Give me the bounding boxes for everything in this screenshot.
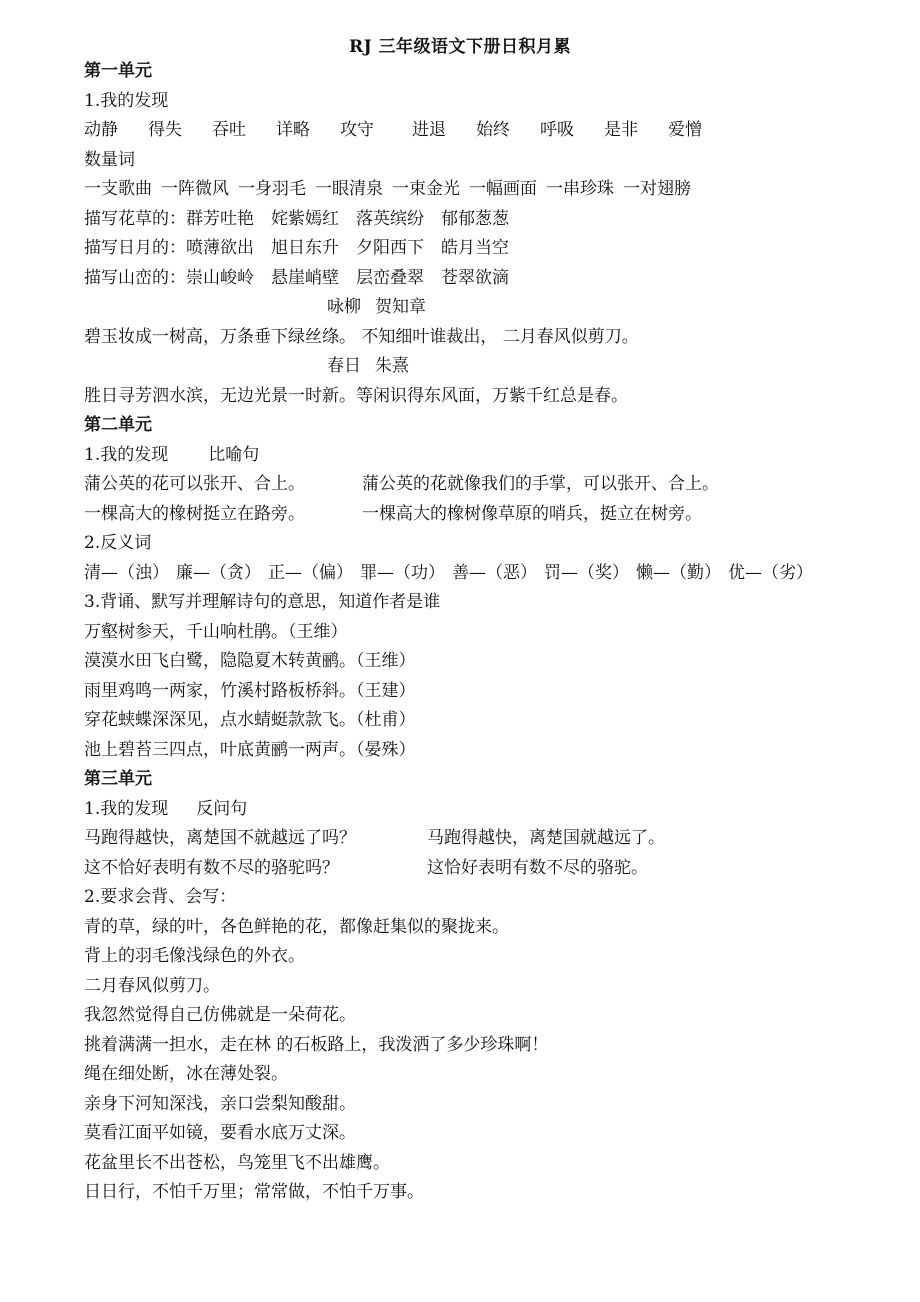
unit2-poem-line: 雨里鸡鸣一两家，竹溪村路板桥斜。（王建） <box>84 680 416 701</box>
unit2-antonym-heading: 2.反义词 <box>84 533 152 553</box>
unit2-example-2 <box>84 500 904 530</box>
unit3-recite-line: 挑着满满一担水，走在林 的石板路上，我泼洒了多少珍珠啊！ <box>84 1034 549 1055</box>
document-body <box>84 57 904 1208</box>
poem2-text: 胜日寻芳泗水滨，无边光景一时新。等闲识得东风面，万紫千红总是春。 <box>84 385 628 406</box>
discovery-label: 1.我的发现 <box>84 444 169 465</box>
unit3-recite-heading: 2.要求会背、会写： <box>84 887 237 907</box>
word-pair: 进退 <box>412 120 446 140</box>
unit2-discovery <box>84 441 904 471</box>
unit1-heading: 第一单元 <box>84 61 152 81</box>
antonym-pair: 清—（浊） <box>84 562 169 583</box>
unit3-recite-line: 莫看江面平如镜，要看水底万丈深。 <box>84 1123 356 1143</box>
unit2-antonyms <box>84 559 904 589</box>
discovery-label: 1.我的发现 <box>84 798 169 819</box>
unit2-poem-line: 漠漠水田飞白鹭，隐隐夏木转黄鹂。（王维） <box>84 651 416 671</box>
poem1-heading <box>84 293 904 323</box>
example-simile: 蒲公英的花就像我们的手掌，可以张开、合上。 <box>362 474 719 494</box>
example-statement: 这恰好表明有数不尽的骆驼。 <box>427 857 648 878</box>
unit3-recite-line: 青的草，绿的叶，各色鲜艳的花，都像赶集似的聚拢来。 <box>84 916 509 937</box>
word-pair: 呼吸 <box>540 120 574 140</box>
example-statement: 马跑得越快，离楚国就越远了。 <box>427 828 665 848</box>
measure-word: 一身羽毛 <box>238 179 306 199</box>
unit2-poem-heading: 3.背诵、默写并理解诗句的意思，知道作者是谁 <box>84 592 441 612</box>
unit1-measure-heading: 数量词 <box>84 149 135 170</box>
word-pair: 始终 <box>476 120 510 140</box>
unit3-example-1 <box>84 824 904 854</box>
poem-author: 朱熹 <box>375 356 409 376</box>
measure-word: 一阵微风 <box>161 179 229 199</box>
poem-author: 贺知章 <box>375 297 426 317</box>
unit1-word-pairs <box>84 116 904 146</box>
unit2-heading: 第二单元 <box>84 415 152 435</box>
measure-word: 一串珍珠 <box>546 179 614 199</box>
poem2-heading <box>84 352 904 382</box>
unit3-recite-line: 背上的羽毛像浅绿色的外衣。 <box>84 946 305 966</box>
antonym-pair: 正—（偏） <box>268 562 353 583</box>
example-plain: 一棵高大的橡树挺立在路旁。 <box>84 503 305 524</box>
unit3-discovery <box>84 795 904 825</box>
poem-title: 咏柳 <box>327 297 361 317</box>
unit1-discovery: 1.我的发现 <box>84 90 169 111</box>
antonym-pair: 罚—（奖） <box>544 562 629 583</box>
example-simile: 一棵高大的橡树像草原的哨兵，挺立在树旁。 <box>362 503 702 524</box>
discovery-topic: 反问句 <box>196 798 248 819</box>
antonym-pair: 善—（恶） <box>452 562 537 583</box>
unit1-sun-moon: 描写日月的：喷薄欲出 旭日东升 夕阳西下 皓月当空 <box>84 238 509 258</box>
poem-title: 春日 <box>327 356 361 376</box>
unit1-flowers: 描写花草的：群芳吐艳 姹紫嫣红 落英缤纷 郁郁葱葱 <box>84 208 509 229</box>
unit3-heading: 第三单元 <box>84 769 152 789</box>
word-pair: 攻守 <box>340 120 374 140</box>
antonym-pair: 优—（劣） <box>728 562 813 583</box>
word-pair: 详略 <box>276 120 310 140</box>
unit3-recite-line: 二月春风似剪刀。 <box>84 975 220 996</box>
unit3-recite-line: 亲身下河知深浅，亲口尝梨知酸甜。 <box>84 1093 356 1114</box>
word-pair: 爱憎 <box>668 120 702 140</box>
example-question: 这不恰好表明有数不尽的骆驼吗？ <box>84 857 339 878</box>
unit3-recite-line: 我忽然觉得自己仿佛就是一朵荷花。 <box>84 1005 356 1025</box>
word-pair: 是非 <box>604 120 638 140</box>
poem1-text: 碧玉妆成一树高，万条垂下绿丝绦。 不知细叶谁裁出， 二月春风似剪刀。 <box>84 326 639 347</box>
unit3-example-2 <box>84 854 904 884</box>
unit2-example-1 <box>84 470 904 500</box>
example-plain: 蒲公英的花可以张开、合上。 <box>84 474 305 494</box>
unit2-poem-line: 万壑树参天，千山响杜鹃。（王维） <box>84 621 348 642</box>
word-pair: 得失 <box>148 120 182 140</box>
measure-word: 一束金光 <box>392 179 460 199</box>
measure-word: 一支歌曲 <box>84 179 152 199</box>
measure-word: 一对翅膀 <box>623 179 691 199</box>
word-pair: 动静 <box>84 120 118 140</box>
unit3-recite-line: 日日行，不怕千万里；常常做，不怕千万事。 <box>84 1182 424 1202</box>
measure-word: 一幅画面 <box>469 179 537 199</box>
measure-word: 一眼清泉 <box>315 179 383 199</box>
document-title: RJ 三年级语文下册日积月累 <box>348 37 572 57</box>
antonym-pair: 罪—（功） <box>360 562 445 583</box>
unit1-mountains: 描写山峦的：崇山峻岭 悬崖峭壁 层峦叠翠 苍翠欲滴 <box>84 267 509 288</box>
example-question: 马跑得越快，离楚国不就越远了吗？ <box>84 828 356 848</box>
unit2-poem-line: 穿花蛱蝶深深见，点水蜻蜓款款飞。（杜甫） <box>84 710 416 730</box>
unit1-measure-words <box>84 175 904 205</box>
unit3-recite-line: 绳在细处断，冰在薄处裂。 <box>84 1064 288 1084</box>
word-pair: 吞吐 <box>212 120 246 140</box>
unit2-poem-line: 池上碧苔三四点，叶底黄鹂一两声。（晏殊） <box>84 739 416 760</box>
antonym-pair: 懒—（勤） <box>636 562 721 583</box>
discovery-topic: 比喻句 <box>208 444 260 465</box>
antonym-pair: 廉—（贪） <box>176 562 261 583</box>
unit3-recite-line: 花盆里长不出苍松，鸟笼里飞不出雄鹰。 <box>84 1152 390 1173</box>
